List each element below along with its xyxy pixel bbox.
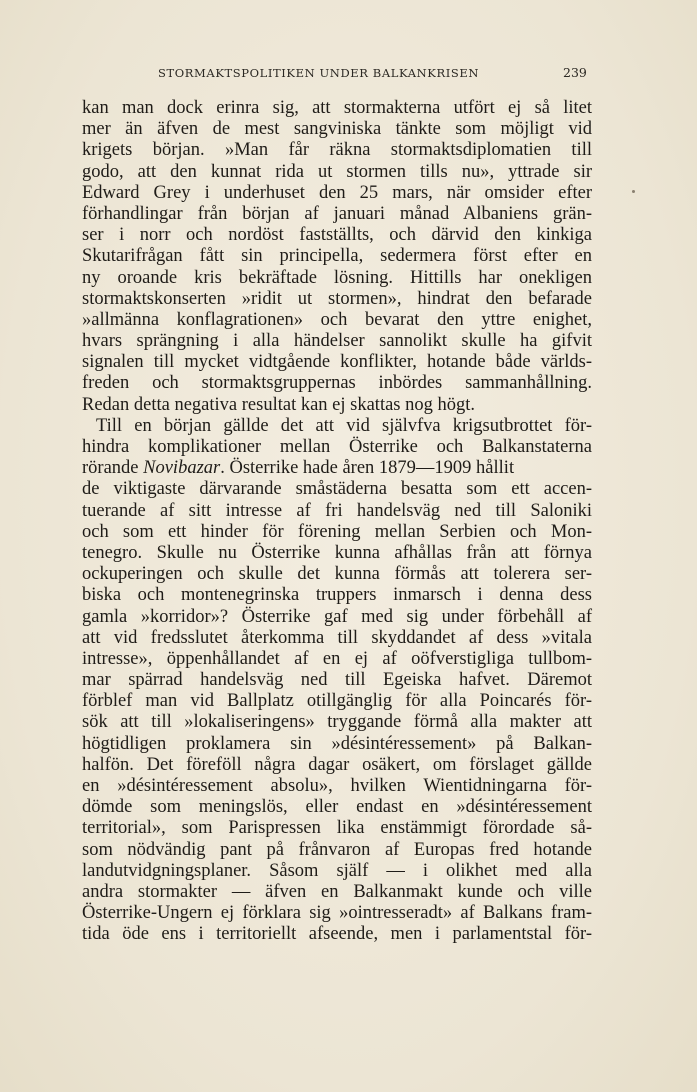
text-line: krigets början. »Man får räkna stormaktsdiplomatien till [82,140,592,161]
text-line: territorial», som Parispressen lika enstämmigt förordade så- [82,818,592,839]
text-line: att vid fredsslutet återkomma till skyddandet af dess »vitala [82,627,592,648]
text-line: Österrike-Ungern ej förklara sig »ointresseradt» af Balkans fram- [82,903,592,924]
text-line: landutvidgningsplaner. Såsom själf — i olikhet med alla [82,860,592,881]
text-line: och som ett hinder för förening mellan Serbien och Mon- [82,521,592,542]
text-line: Till en början gällde det att vid självfva krigsutbrottet för- [96,415,592,436]
text-line: biska och montenegrinska truppers inmarsch i denna dess [82,585,592,606]
text-line: som nödvändig pant på frånvaron af Europas fred hotande [82,839,592,860]
text-line: dömde som meningslös, eller endast en »désintéressement [82,797,592,818]
text-line: tenegro. Skulle nu Österrike kunna afhållas från att förnya [82,542,592,563]
text-line: en »désintéressement absolu», hvilken Wientidningarna för- [82,776,592,796]
text-line: »allmänna konflagrationen» och bevarat den yttre enighet, [82,309,592,330]
text-line: tuerande af sitt intresse af fri handelsväg ned till Saloniki [82,500,592,521]
text-line: förhandlingar från början af januari månad Albaniens grän- [82,203,592,224]
text-line: högtidligen proklamera sin »désintéressement» på Balkan- [82,733,592,754]
text-line: freden och stormaktsgruppernas inbördes sammanhållning. [82,373,592,394]
text-line: godo, att den kunnat rida ut stormen tills nu», yttrade sir [82,161,592,182]
text-line: ockuperingen och skulle det kunna förmås att tolerera ser- [82,564,592,585]
text-line: stormaktskonserten »ridit ut stormen», hindrat den befarade [82,288,592,309]
text-line: intresse», öppenhållandet af en ej af oöfverstigliga tullbom- [82,648,592,669]
text-line: ny oroande kris bekräftade lösning. Hittills har onekligen [82,267,592,288]
text-fragment: rörande [82,458,139,479]
text-line: Redan detta negativa resultat kan ej skattas nog högt. [82,394,476,415]
text-line: signalen till mycket vidtgående konflikter, hotande både världs- [82,352,592,373]
page-number: 239 [563,65,587,80]
paper-speck [632,190,635,193]
text-line: de viktigaste därvarande småstäderna besatta som ett accen- [82,479,592,500]
running-head: STORMAKTSPOLITIKEN UNDER BALKANKRISEN [158,66,480,80]
text-line-mixed [82,458,592,479]
text-line: sök att till »lokaliseringens» tryggande förmå alla makter att [82,712,592,733]
text-line: mar spärrad handelsväg ned till Egeiska hafvet. Däremot [82,670,592,691]
text-line: ser i norr och nordöst fastställts, och därvid den kinkiga [82,225,592,246]
text-line: tida öde ens i territoriellt afseende, men i parlamentstal för- [82,924,592,945]
text-line: kan man dock erinra sig, att stormakterna utfört ej så litet [82,98,592,118]
text-line: gamla »korridor»? Österrike gaf med sig under förbehåll af [82,606,592,627]
text-line: Edward Grey i underhuset den 25 mars, när omsider efter [82,182,592,203]
text-line: förblef man vid Ballplatz otillgänglig för alla Poincarés för- [82,691,592,712]
body-text [82,98,592,946]
text-line: andra stormakter — äfven en Balkanmakt kunde och ville [82,881,592,902]
text-fragment: . Österrike hade åren 1879—1909 hållit [220,458,515,479]
italic-place-name: Novibazar [143,458,221,479]
text-line: Skutarifrågan fått sin principella, sedermera först efter en [82,246,592,267]
text-line: mer än äfven de mest sangviniska tänkte som möjligt vid [82,119,592,140]
text-line: halfön. Det föreföll några dagar osäkert, om förslaget gällde [82,754,592,775]
text-line: hindra komplikationer mellan Österrike och Balkanstaterna [82,437,592,457]
text-line: hvars sprängning i alla händelser sannolikt skulle ha gifvit [82,331,592,352]
